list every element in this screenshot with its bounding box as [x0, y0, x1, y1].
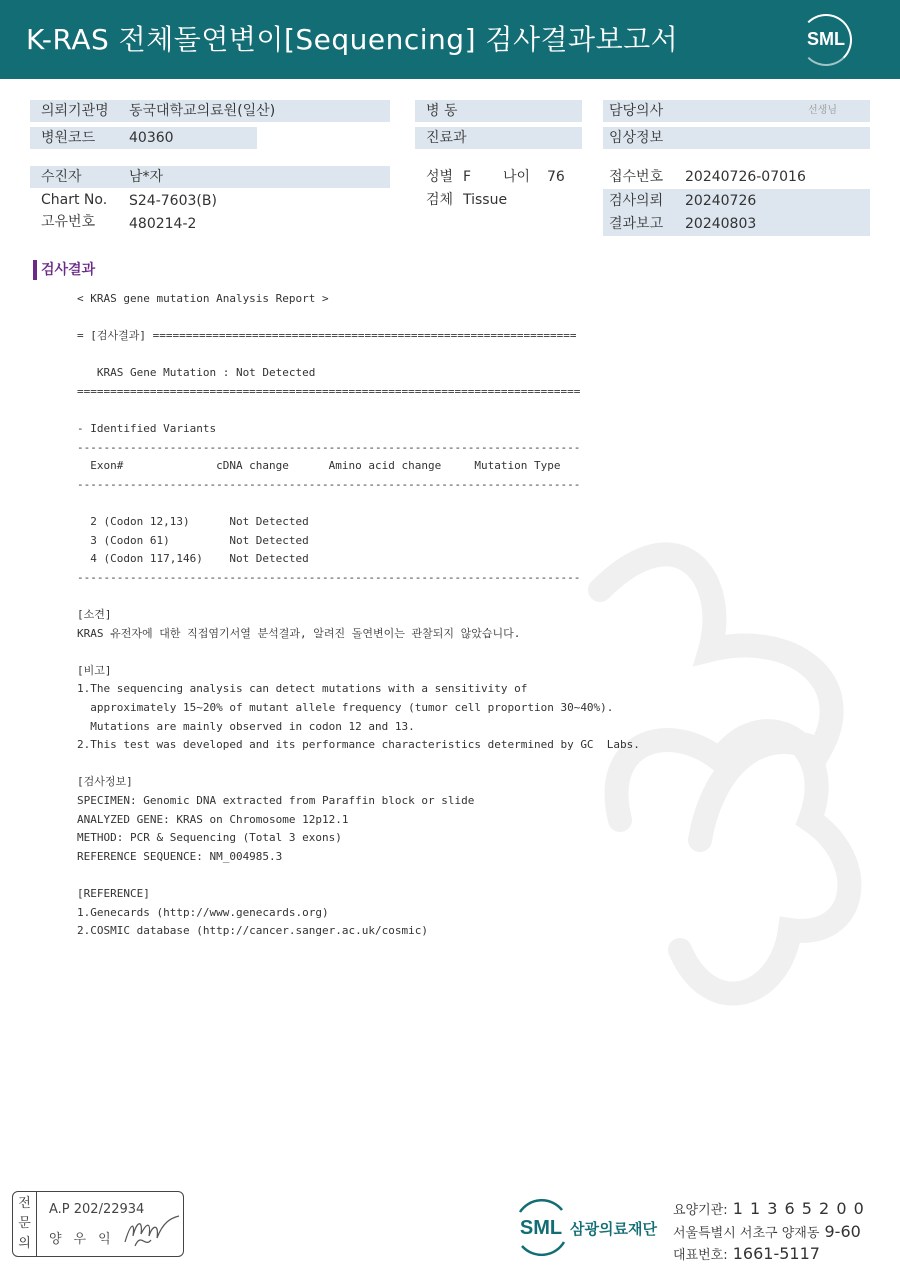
- report-line: [77, 866, 640, 885]
- stamp-side-label: [13, 1192, 37, 1256]
- report-line: [소견]: [77, 608, 112, 622]
- report-line: [REFERENCE]: [77, 887, 150, 900]
- specimen-label: 검체: [426, 192, 454, 208]
- hospital-code-value: 40360: [129, 130, 174, 146]
- report-line: [77, 402, 640, 421]
- report-line: approximately 15~20% of mutant allele frequency (tumor cell proportion 30~40%).: [77, 701, 614, 715]
- report-line: METHOD: PCR & Sequencing (Total 3 exons): [77, 831, 342, 845]
- report-line: - Identified Variants: [77, 422, 217, 436]
- report-line: 1.The sequencing analysis can detect mutations with a sensitivity of: [77, 682, 528, 696]
- report-line: = [검사결과] ================================================================: [77, 329, 577, 343]
- care-institution-label: 요양기관:: [673, 1203, 728, 1218]
- report-line: REFERENCE SEQUENCE: NM_004985.3: [77, 849, 283, 863]
- report-line: [검사정보]: [77, 775, 133, 789]
- stamp-side-char: 전: [18, 1196, 31, 1211]
- report-line: [77, 346, 640, 365]
- request-label: 검사의뢰: [609, 193, 664, 209]
- report-date-label: 결과보고: [609, 216, 664, 232]
- report-line: KRAS 유전자에 대한 직접염기서열 분석결과, 알려진 돌연변이는 관찰되지 않았습니다.: [77, 626, 521, 640]
- report-line: [77, 309, 640, 328]
- care-institution-number: 1 1 3 6 5 2 0 0: [732, 1199, 865, 1218]
- report-line: [77, 643, 640, 662]
- chart-label: Chart No.: [41, 192, 108, 208]
- report-line: ----------------------------------------------------------------------------: [77, 477, 581, 491]
- signature-icon: [121, 1212, 183, 1250]
- id-value: 480214-2: [129, 216, 197, 232]
- report-line: Exon# cDNA change Amino acid change Mutation Type: [77, 459, 561, 473]
- patient-bar: [30, 166, 390, 188]
- section-title: 검사결과: [41, 262, 96, 278]
- report-line: [77, 588, 640, 607]
- phone-number: 1661-5117: [732, 1244, 820, 1263]
- accession-value: 20240726-07016: [685, 169, 806, 185]
- report-body: [77, 290, 640, 941]
- report-line: Mutations are mainly observed in codon 12 and 13.: [77, 719, 415, 733]
- report-line: 2.This test was developed and its performance characteristics determined by GC Labs.: [77, 738, 640, 752]
- report-line: 2 (Codon 12,13) Not Detected: [77, 515, 309, 529]
- specimen-value: Tissue: [463, 192, 508, 208]
- stamp-side-char: 문: [18, 1216, 31, 1231]
- request-date: 20240726: [685, 193, 757, 209]
- institution-value: 동국대학교의료원(일산): [129, 103, 276, 119]
- report-line: [비고]: [77, 663, 112, 677]
- care-institution: [673, 1199, 865, 1218]
- patient-label: 수진자: [41, 169, 82, 185]
- patient-value: 남*자: [129, 169, 164, 185]
- age-label: 나이: [503, 169, 531, 185]
- hospital-code-label: 병원코드: [41, 130, 96, 146]
- address-text: 서울특별시 서초구 양재동: [673, 1226, 820, 1241]
- stamp-ap-number: A.P 202/22934: [49, 1202, 145, 1217]
- id-label: 고유번호: [41, 214, 96, 230]
- accession-label: 접수번호: [609, 169, 664, 185]
- report-line: SPECIMEN: Genomic DNA extracted from Paraffin block or slide: [77, 794, 475, 808]
- sml-footer-logo-text: SML: [519, 1217, 563, 1239]
- report-header: [0, 0, 900, 79]
- stamp-side-char: 의: [18, 1236, 31, 1251]
- report-title: K-RAS 전체돌연변이[Sequencing] 검사결과보고서: [26, 23, 679, 56]
- report-line: ----------------------------------------------------------------------------: [77, 440, 581, 454]
- specialist-stamp: [12, 1191, 184, 1257]
- sml-footer-logo: [510, 1198, 572, 1256]
- phone-label: 대표번호:: [673, 1248, 728, 1263]
- address: [673, 1222, 861, 1241]
- report-line: 4 (Codon 117,146) Not Detected: [77, 552, 309, 566]
- report-line: [77, 495, 640, 514]
- sml-logo: [800, 14, 852, 66]
- doctor-label: 담당의사: [609, 103, 664, 119]
- report-line: 1.Genecards (http://www.genecards.org): [77, 905, 329, 919]
- report-line: 3 (Codon 61) Not Detected: [77, 533, 309, 547]
- stamp-doctor-name: 양우익: [49, 1232, 123, 1247]
- foundation-name: 삼광의료재단: [570, 1220, 657, 1238]
- report-line: [77, 755, 640, 774]
- sex-value: F: [463, 169, 472, 185]
- report-line: ----------------------------------------------------------------------------: [77, 570, 581, 584]
- report-line: KRAS Gene Mutation : Not Detected: [77, 366, 316, 380]
- report-line: < KRAS gene mutation Analysis Report >: [77, 292, 329, 305]
- clinical-info-label: 임상정보: [609, 130, 664, 146]
- address-number: 9-60: [824, 1222, 861, 1241]
- chart-value: S24-7603(B): [129, 193, 217, 209]
- age-value: 76: [547, 169, 565, 185]
- report-line: ANALYZED GENE: KRAS on Chromosome 12p12.1: [77, 812, 349, 826]
- section-accent: [33, 260, 37, 280]
- report-line: 2.COSMIC database (http://cancer.sanger.ac.uk/cosmic): [77, 924, 428, 938]
- report-date: 20240803: [685, 216, 757, 232]
- sex-label: 성별: [426, 169, 454, 185]
- phone: [673, 1244, 820, 1263]
- doctor-suffix: 선생님: [808, 105, 837, 116]
- institution-label: 의뢰기관명: [41, 103, 109, 119]
- report-line: ============================================================================: [77, 384, 581, 398]
- sml-logo-text: SML: [807, 29, 845, 49]
- department-label: 진료과: [426, 130, 467, 146]
- ward-label: 병 동: [426, 103, 458, 119]
